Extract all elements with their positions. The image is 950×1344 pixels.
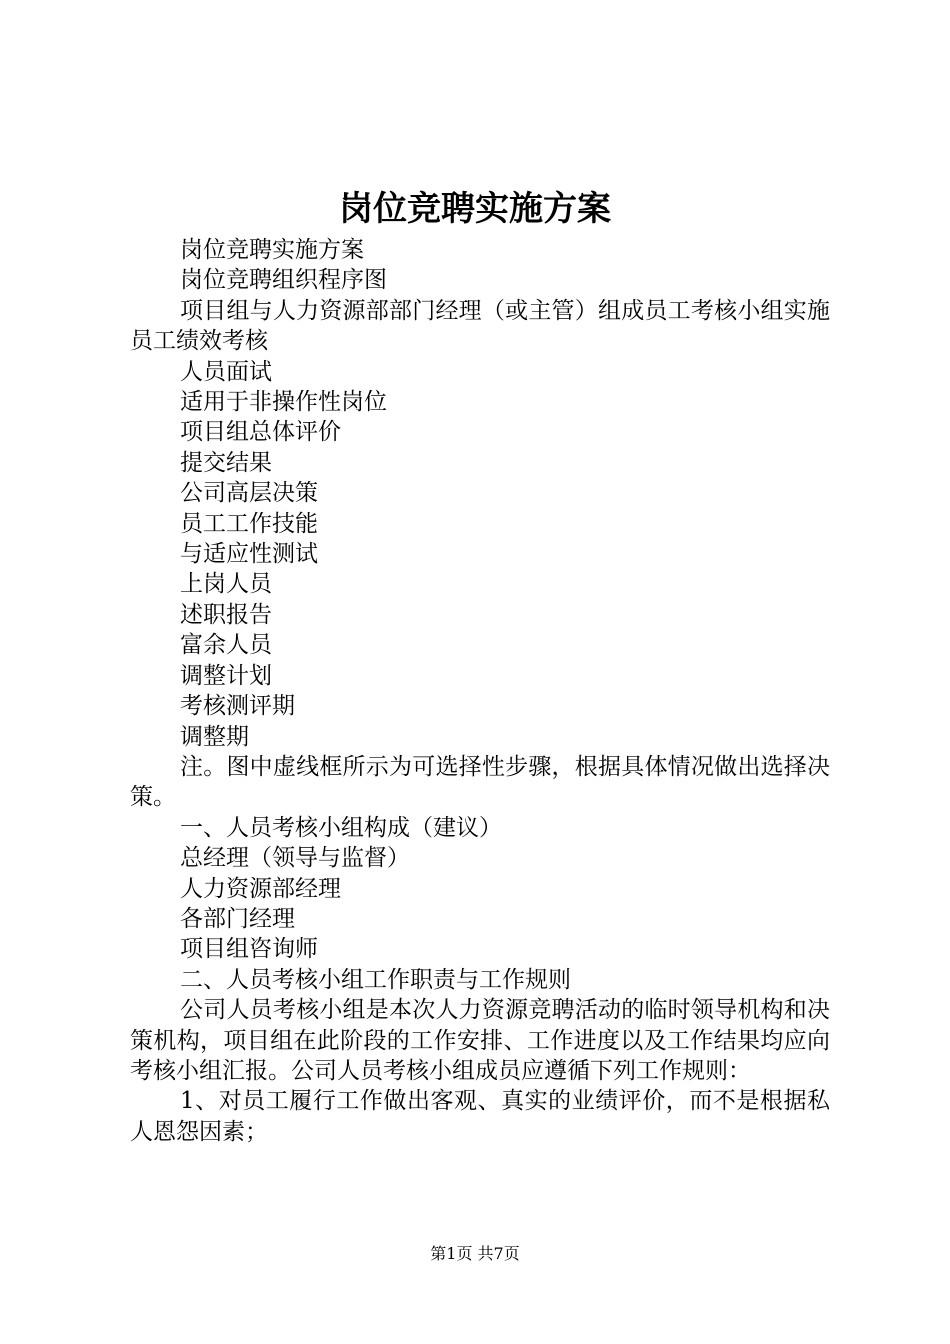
paragraph: 述职报告 [180,601,272,628]
paragraph: 调整计划 [180,662,272,689]
paragraph: 人员面试 [180,358,272,385]
paragraph: 各部门经理 [180,905,295,932]
paragraph: 1、对员工履行工作做出客观、真实的业绩评价，而不是根据私人恩怨因素； [130,1088,830,1145]
paragraph: 考核测评期 [180,693,295,720]
section-heading: 二、人员考核小组工作职责与工作规则 [180,966,571,993]
paragraph: 富余人员 [180,632,272,659]
paragraph: 岗位竞聘实施方案 [180,237,364,263]
page-title: 岗位竞聘实施方案 [339,189,611,229]
section-heading: 一、人员考核小组构成（建议） [180,814,502,841]
paragraph: 总经理（领导与监督） [180,845,410,872]
paragraph: 项目组咨询师 [180,936,318,963]
paragraph: 公司人员考核小组是本次人力资源竞聘活动的临时领导机构和决策机构，项目组在此阶段的工作安排、工作进度以及工作结果均应向考核小组汇报。公司人员考核小组成员应遵循下列工作规则： [130,997,830,1084]
paragraph: 上岗人员 [180,571,272,598]
paragraph: 调整期 [180,723,249,750]
paragraph: 注。图中虚线框所示为可选择性步骤，根据具体情况做出选择决策。 [130,753,830,811]
paragraph: 项目组总体评价 [180,419,341,446]
page-footer: 第1页 共7页 [430,1244,520,1263]
paragraph: 公司高层决策 [180,480,318,507]
paragraph: 员工工作技能 [180,510,318,537]
paragraph: 项目组与人力资源部部门经理（或主管）组成员工考核小组实施员工绩效考核 [130,297,830,355]
document-body [130,235,830,1147]
paragraph: 人力资源部经理 [180,875,341,902]
paragraph: 岗位竞聘组织程序图 [180,267,387,294]
paragraph: 与适应性测试 [180,541,318,568]
paragraph: 提交结果 [180,449,272,476]
paragraph: 适用于非操作性岗位 [180,389,387,416]
